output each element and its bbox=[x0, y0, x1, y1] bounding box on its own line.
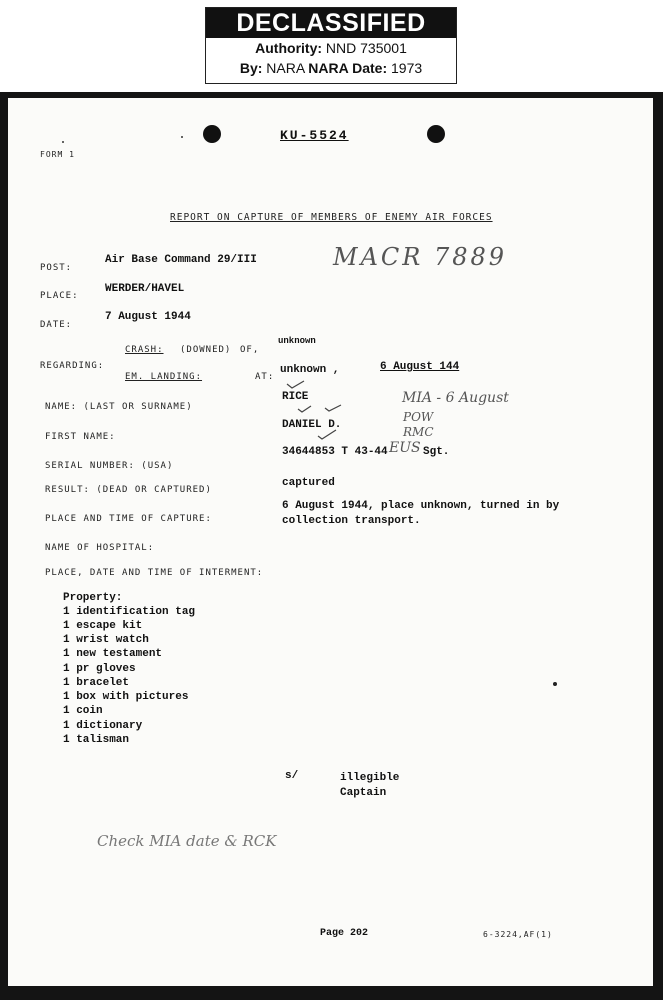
document-title: REPORT ON CAPTURE OF MEMBERS OF ENEMY AIR FORCES bbox=[170, 212, 493, 223]
stamp-by-label: By: bbox=[239, 60, 263, 76]
result-label: RESULT: (DEAD OR CAPTURED) bbox=[45, 485, 212, 495]
stamp-title: DECLASSIFIED bbox=[206, 8, 456, 38]
property-heading: Property: bbox=[63, 592, 123, 604]
check-mark-icon bbox=[287, 381, 304, 388]
place-label: PLACE: bbox=[40, 291, 79, 301]
signature-name: illegible bbox=[340, 772, 400, 784]
property-item: 1 identification tag bbox=[63, 606, 196, 618]
property-item: 1 new testament bbox=[63, 648, 163, 660]
stamp-authority-label: Authority: bbox=[255, 40, 323, 56]
speck-icon bbox=[553, 682, 557, 686]
signature-prefix: s/ bbox=[285, 770, 299, 782]
property-item: 1 talisman bbox=[63, 734, 130, 746]
at-date: 6 August 144 bbox=[380, 361, 460, 373]
surname-label: NAME: (LAST OR SURNAME) bbox=[45, 402, 193, 412]
property-item: 1 wrist watch bbox=[63, 634, 149, 646]
handwritten-mia: MIA - 6 August bbox=[402, 390, 509, 406]
surname-value: RICE bbox=[282, 391, 309, 403]
stamp-by-value: NARA bbox=[266, 60, 305, 76]
handwritten-eus: EUS bbox=[389, 440, 421, 456]
capture-line-2: collection transport. bbox=[282, 515, 421, 527]
property-item: 1 escape kit bbox=[63, 620, 143, 632]
speck-icon bbox=[181, 136, 183, 138]
stamp-date-value: 1973 bbox=[391, 60, 423, 76]
serial-value: 34644853 T 43-44 bbox=[282, 446, 388, 458]
property-item: 1 coin bbox=[63, 705, 103, 717]
crash-label: CRASH: bbox=[125, 345, 164, 355]
regarding-label: REGARDING: bbox=[40, 361, 105, 371]
stamp-authority-value: NND 735001 bbox=[325, 40, 407, 56]
first-name-value: DANIEL D. bbox=[282, 419, 342, 431]
interment-label: PLACE, DATE AND TIME OF INTERMENT: bbox=[45, 568, 264, 578]
form-number: FORM 1 bbox=[40, 150, 75, 159]
date-label: DATE: bbox=[40, 320, 73, 330]
page-number: Page 202 bbox=[320, 928, 369, 939]
signature-rank: Captain bbox=[340, 787, 387, 799]
check-mark-icon bbox=[318, 430, 336, 439]
property-item: 1 bracelet bbox=[63, 677, 130, 689]
form-code: 6-3224,AF(1) bbox=[483, 930, 553, 939]
property-item: 1 pr gloves bbox=[63, 663, 136, 675]
stamp-date-label: NARA Date: bbox=[308, 60, 388, 76]
post-value: Air Base Command 29/III bbox=[105, 254, 257, 266]
capture-label: PLACE AND TIME OF CAPTURE: bbox=[45, 514, 212, 524]
serial-label: SERIAL NUMBER: (USA) bbox=[45, 461, 174, 471]
hospital-label: NAME OF HOSPITAL: bbox=[45, 543, 155, 553]
at-value: unknown , bbox=[280, 364, 340, 376]
property-item: 1 dictionary bbox=[63, 720, 143, 732]
property-item: 1 box with pictures bbox=[63, 691, 189, 703]
landing-label: EM. LANDING: bbox=[125, 372, 203, 382]
first-name-label: FIRST NAME: bbox=[45, 432, 116, 442]
of-value: unknown bbox=[278, 336, 316, 346]
file-number: KU-5524 bbox=[280, 128, 349, 143]
handwritten-macr: MACR 7889 bbox=[333, 243, 508, 271]
date-value: 7 August 1944 bbox=[105, 311, 191, 323]
handwritten-pow: POW bbox=[403, 410, 434, 424]
of-label: OF, bbox=[240, 345, 260, 355]
speck-icon bbox=[62, 141, 64, 143]
handwritten-bottom-note: Check MIA date & RCK bbox=[97, 832, 277, 850]
place-value: WERDER/HAVEL bbox=[105, 283, 185, 295]
at-label: AT: bbox=[255, 372, 275, 382]
handwritten-rmc: RMC bbox=[403, 425, 434, 439]
check-mark-icon bbox=[298, 406, 311, 412]
capture-line-1: 6 August 1944, place unknown, turned in by bbox=[282, 500, 560, 512]
crash-downed: (DOWNED) bbox=[180, 345, 232, 355]
result-value: captured bbox=[282, 477, 335, 489]
post-label: POST: bbox=[40, 263, 73, 273]
check-mark-icon bbox=[325, 405, 341, 411]
serial-rank: Sgt. bbox=[423, 446, 450, 458]
